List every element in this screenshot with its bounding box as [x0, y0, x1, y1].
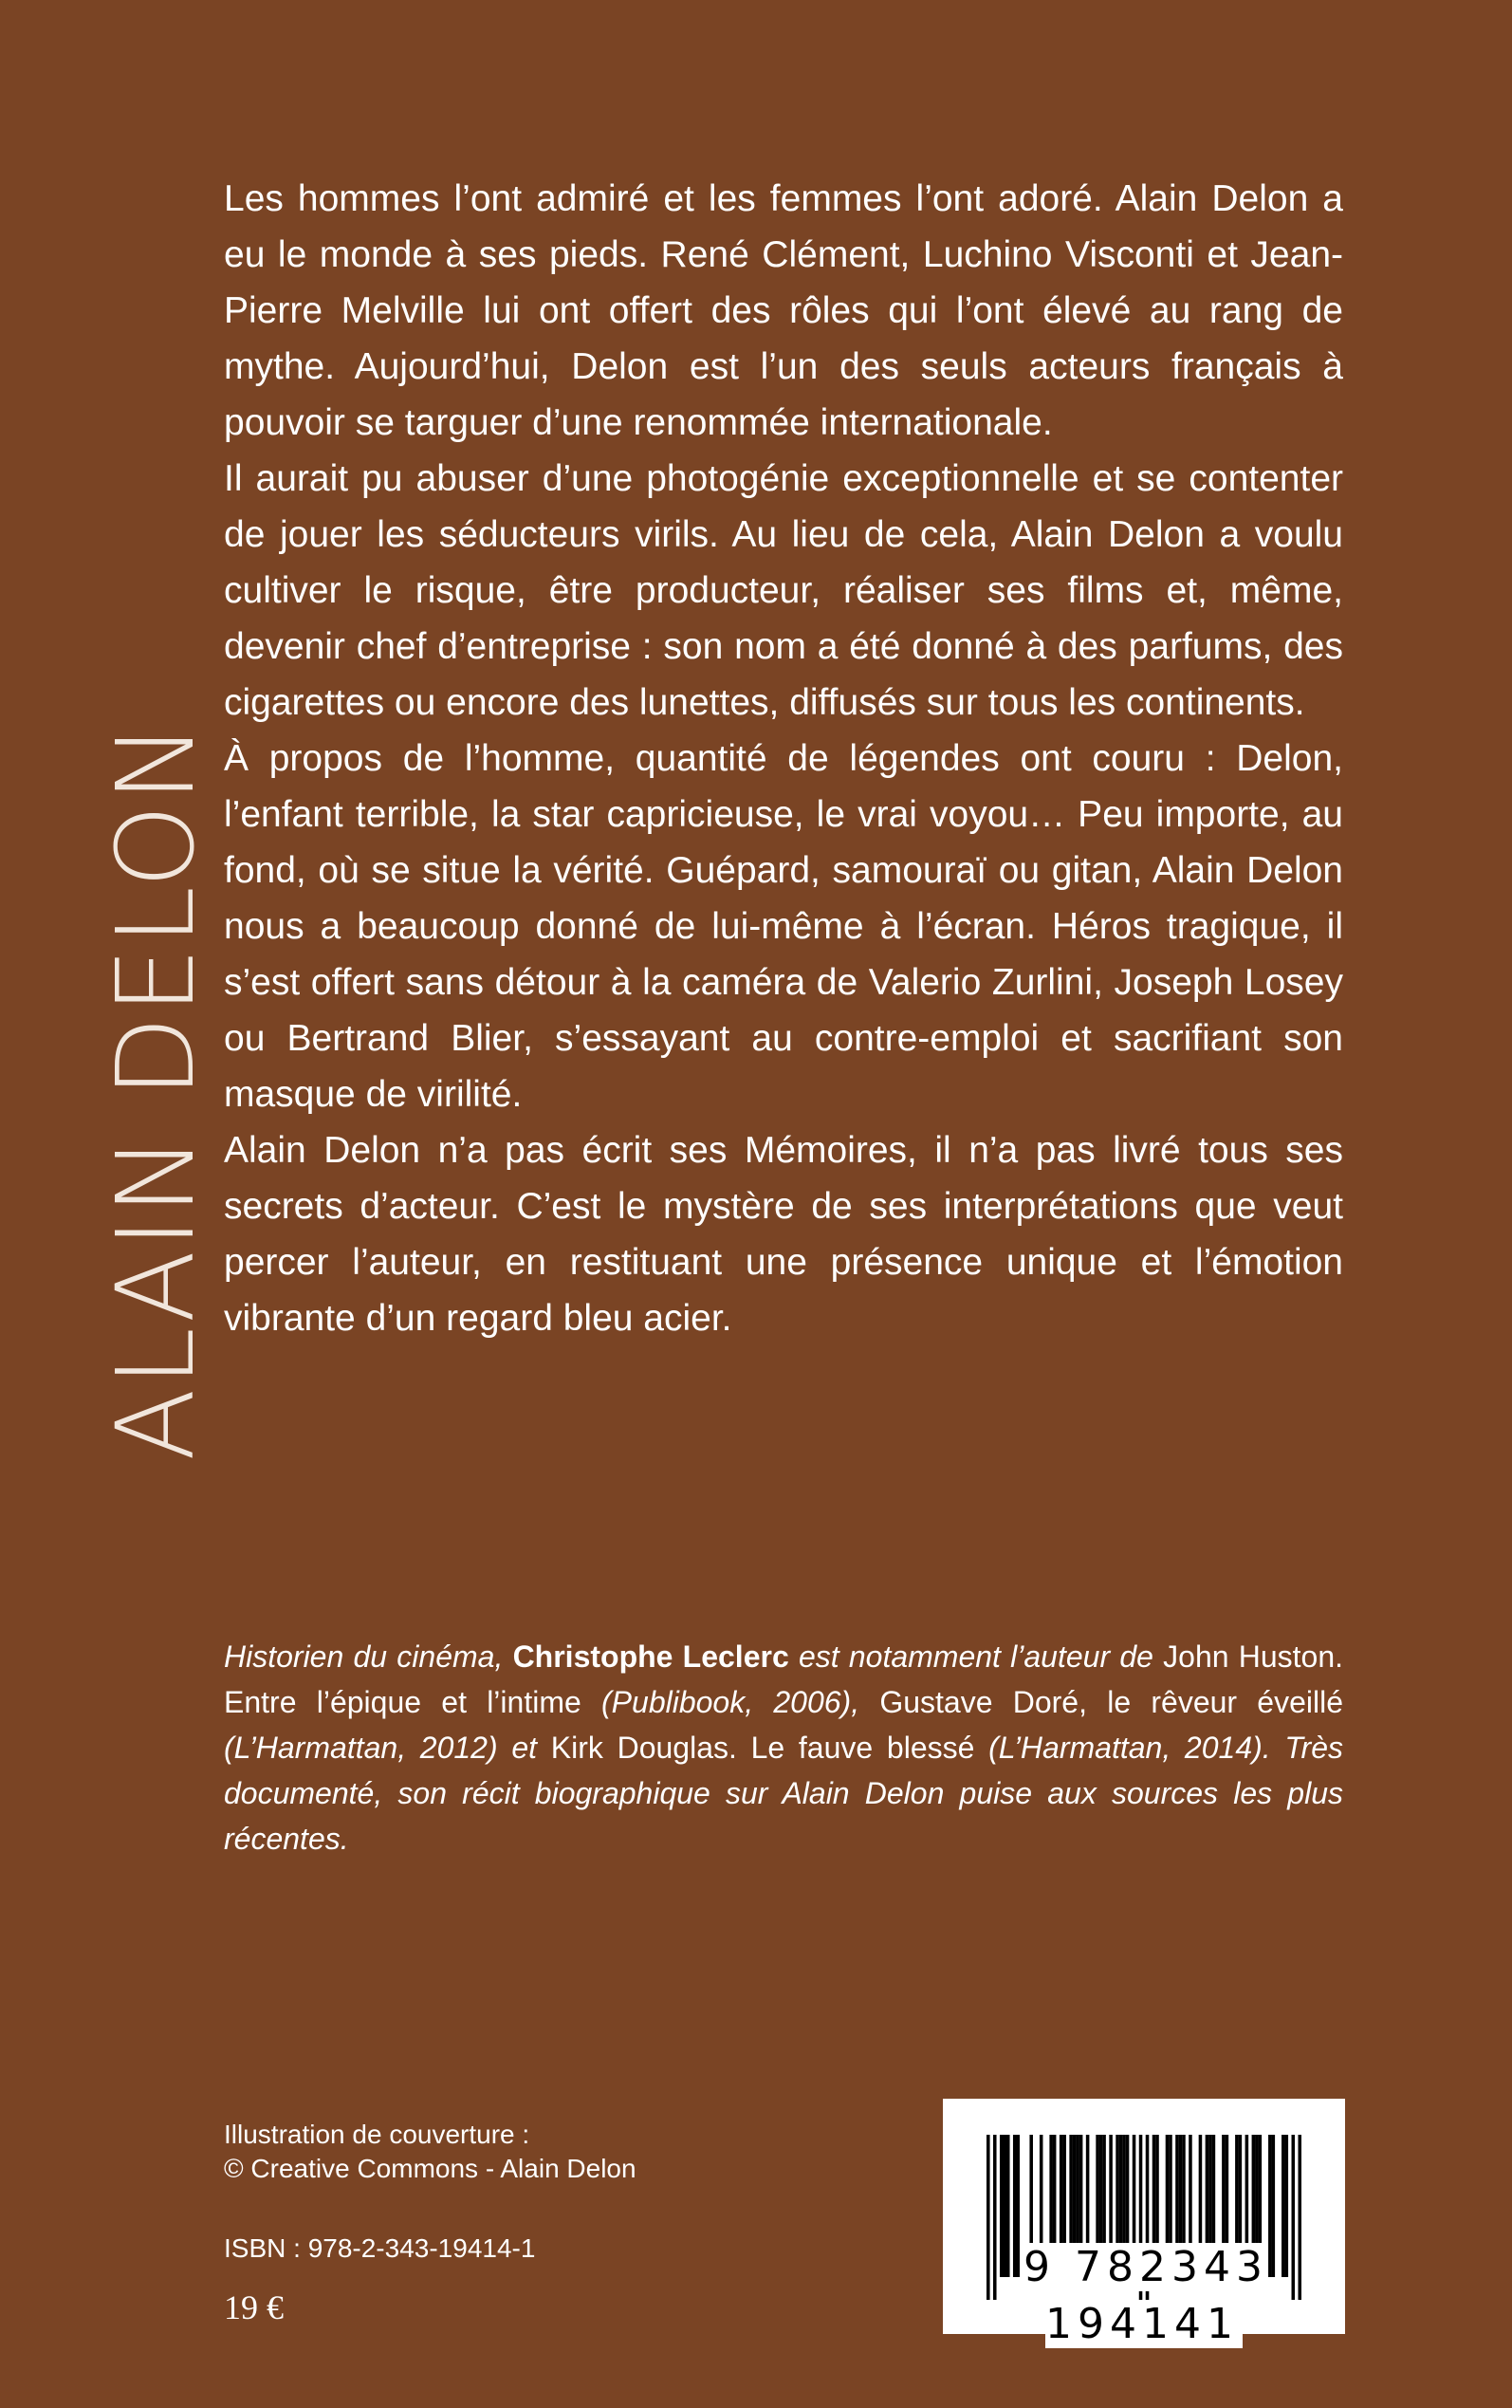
bio-intro: Historien du cinéma,	[224, 1639, 513, 1674]
blurb-paragraph-3: À propos de l’homme, quantité de légendes ont couru : Delon, l’enfant terrible, la star capricieuse, le vrai voyou… Peu importe, au fond, où se situe la vérité. Guépard, samouraï ou gitan, Alain Delon nous a beaucoup donné de lui-même à l’écran. Héros tragique, il s’est offert sans détour à la caméra de Valerio Zurlini, Joseph Losey ou Bertrand Blier, s’essayant au contre-emploi et sacrifiant son masque de virilité.	[224, 738, 1343, 1115]
illustration-credits	[224, 2118, 793, 2186]
author-name: Christophe Leclerc	[512, 1639, 789, 1674]
bio-publisher-1: (Publibook, 2006),	[581, 1685, 880, 1719]
book-title-1: John Huston. Entre l’épique et l’intime	[224, 1639, 1344, 1719]
blurb-text	[224, 171, 1343, 1346]
blurb-paragraph-2: Il aurait pu abuser d’une photogénie exceptionnelle et se contenter de jouer les séducteurs virils. Au lieu de cela, Alain Delon a voulu cultiver le risque, être producteur, réaliser ses films et, même, devenir chef d’entreprise : son nom a été donné à des parfums, des cigarettes ou encore des lunettes, diffusés sur tous les continents.	[224, 458, 1343, 723]
book-title-3: Kirk Douglas. Le fauve blessé	[550, 1731, 975, 1765]
isbn: ISBN : 978-2-343-19414-1	[224, 2233, 536, 2263]
credits-line-1: Illustration de couverture :	[224, 2120, 530, 2149]
barcode-number: 9 782343 194141	[1020, 2243, 1268, 2348]
blurb-paragraph-1: Les hommes l’ont admiré et les femmes l’ont adoré. Alain Delon a eu le monde à ses pieds. René Clément, Luchino Visconti et Jean-Pierre Melville lui ont offert des rôles qui l’ont élevé au rang de mythe. Aujourd’hui, Delon est l’un des seuls acteurs français à pouvoir se targuer d’une renommée internationale.	[224, 178, 1343, 443]
blurb-paragraph-4: Alain Delon n’a pas écrit ses Mémoires, il n’a pas livré tous ses secrets d’acteur. C’est le mystère de ses interprétations que veut percer l’auteur, en restituant une présence unique et l’émotion vibrante d’un regard bleu acier.	[224, 1130, 1343, 1339]
author-bio	[224, 1634, 1343, 1862]
bio-text-1: est notamment l’auteur de	[788, 1639, 1164, 1674]
bio-publisher-3: (L’Harmattan, 2014). Très documenté, son récit biographique sur Alain Delon puise aux sources les plus récentes.	[224, 1731, 1344, 1856]
barcode-digits	[943, 2239, 1345, 2348]
bio-publisher-2: (L’Harmattan, 2012) et	[224, 1731, 551, 1765]
book-title-2: Gustave Doré, le rêveur éveillé	[879, 1685, 1344, 1719]
price: 19 €	[224, 2288, 284, 2326]
barcode	[943, 2099, 1345, 2348]
credits-line-2: © Creative Commons - Alain Delon	[224, 2154, 636, 2183]
vertical-title: ALAIN DELON	[95, 721, 218, 1461]
